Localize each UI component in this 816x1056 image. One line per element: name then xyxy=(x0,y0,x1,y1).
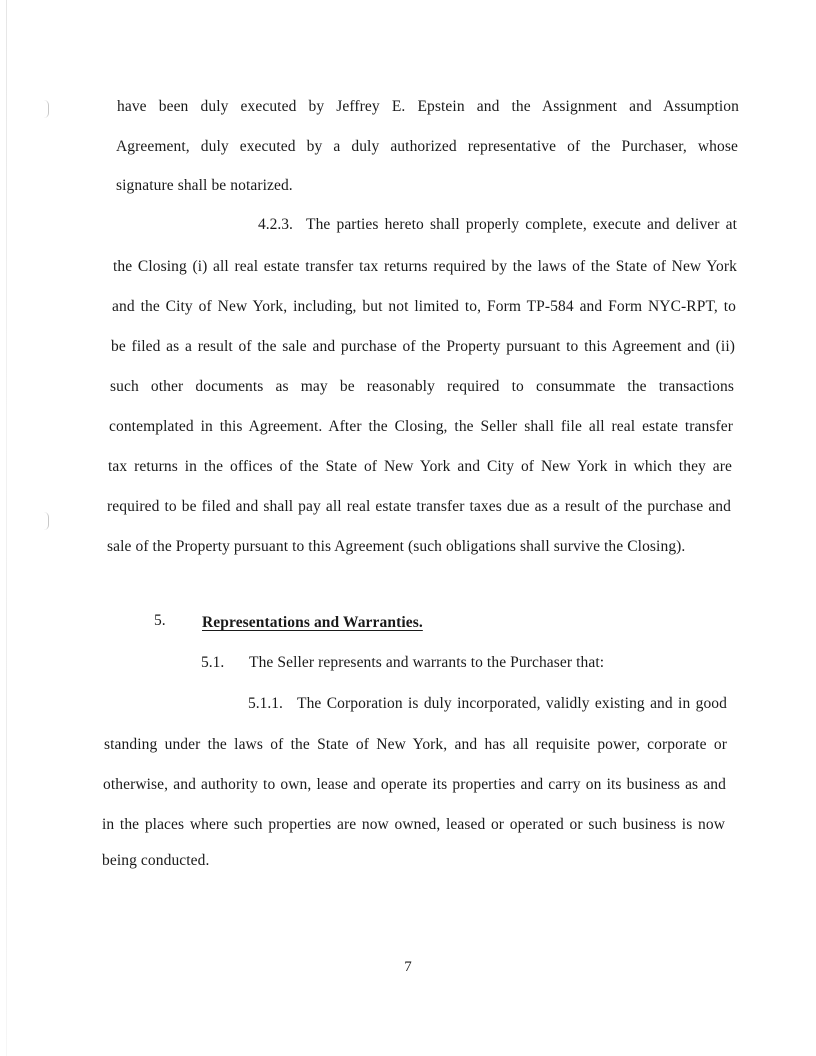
text-line: tax returns in the offices of the State of New York and City of New York in which they are xyxy=(108,458,732,475)
text-line: The Corporation is duly incorporated, validly existing and in good xyxy=(297,695,727,712)
text-line: the Closing (i) all real estate transfer tax returns required by the laws of the State of New York xyxy=(113,258,737,275)
text-line: such other documents as may be reasonably required to consummate the transactions xyxy=(110,378,734,395)
text-line: signature shall be notarized. xyxy=(116,177,293,194)
text-line: standing under the laws of the State of New York, and has all requisite power, corporate or xyxy=(104,736,727,753)
section-number: 5.1. xyxy=(201,654,225,671)
text-line: The parties hereto shall properly complete, execute and deliver at xyxy=(306,216,737,233)
scan-edge-line xyxy=(6,0,7,1056)
text-line: and the City of New York, including, but not limited to, Form TP-584 and Form NYC-RPT, to xyxy=(112,298,736,315)
section-number: 4.2.3. xyxy=(258,216,293,233)
text-line: The Seller represents and warrants to the Purchaser that: xyxy=(249,654,605,671)
text-line: being conducted. xyxy=(102,852,210,869)
text-line: sale of the Property pursuant to this Agreement (such obligations shall survive the Closing). xyxy=(107,538,686,555)
scan-edge-mark xyxy=(44,512,49,530)
text-line: required to be filed and shall pay all real estate transfer taxes due as a result of the purchase and xyxy=(107,498,731,515)
text-line: Agreement, duly executed by a duly authorized representative of the Purchaser, whose xyxy=(116,138,738,155)
text-line: contemplated in this Agreement. After the Closing, the Seller shall file all real estate transfer xyxy=(109,418,733,435)
text-line: otherwise, and authority to own, lease and operate its properties and carry on its business as and xyxy=(103,776,726,793)
section-number: 5.1.1. xyxy=(248,695,283,712)
scan-edge-mark xyxy=(44,100,49,118)
text-line: be filed as a result of the sale and purchase of the Property pursuant to this Agreement and (ii) xyxy=(111,338,735,355)
section-title: Representations and Warranties. xyxy=(202,614,423,631)
page-number: 7 xyxy=(404,959,412,975)
section-number: 5. xyxy=(154,612,166,629)
text-line: have been duly executed by Jeffrey E. Epstein and the Assignment and Assumption xyxy=(117,98,739,115)
text-line: in the places where such properties are now owned, leased or operated or such business is now xyxy=(102,816,725,833)
